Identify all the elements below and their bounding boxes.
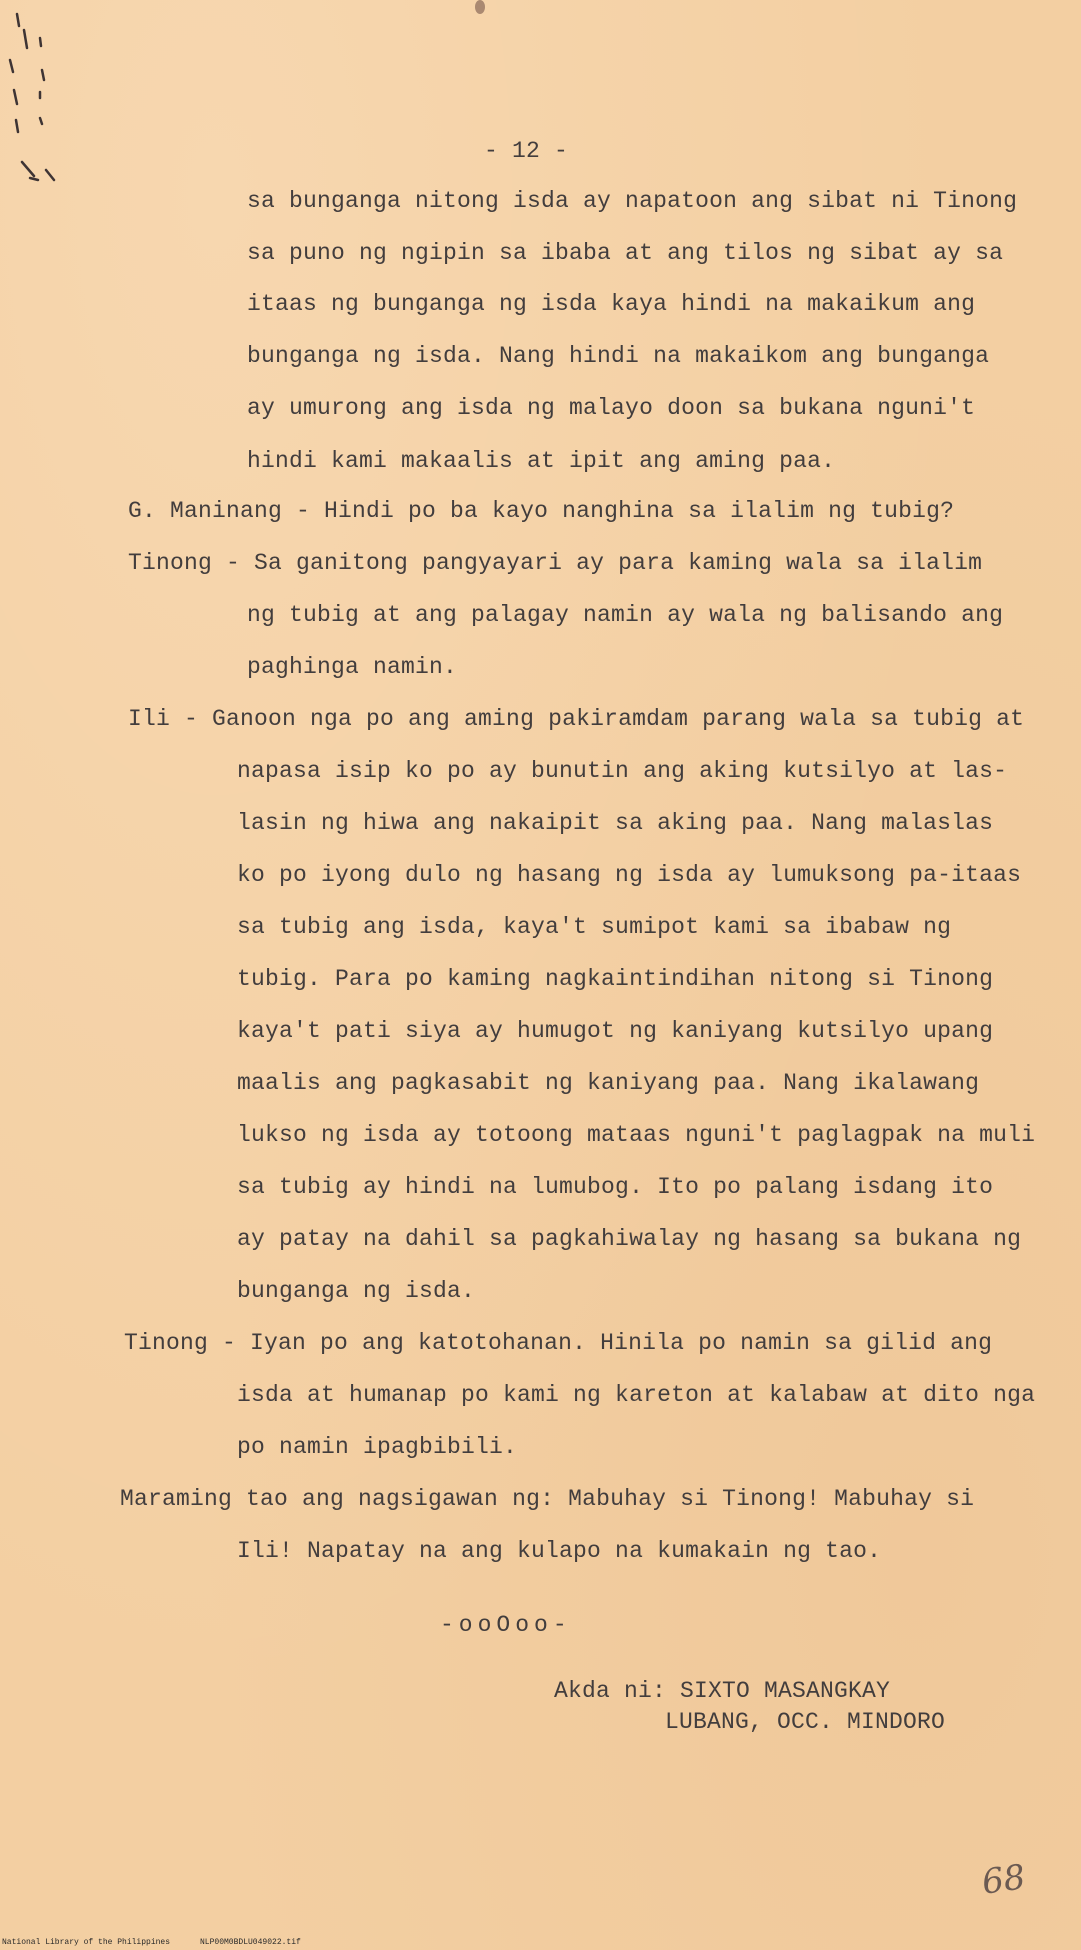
text-line: ay umurong ang isda ng malayo doon sa bukana nguni't xyxy=(247,395,976,421)
author-location: LUBANG, OCC. MINDORO xyxy=(665,1709,946,1735)
text-line: ng tubig at ang palagay namin ay wala ng balisando ang xyxy=(247,602,1004,628)
text-line: lukso ng isda ay totoong mataas nguni't paglagpak na muli xyxy=(237,1122,1036,1148)
footer-file-name: NLP00M0BDLU049022.tif xyxy=(200,1938,301,1947)
text-line: Ili! Napatay na ang kulapo na kumakain ng tao. xyxy=(237,1538,882,1564)
page-number: - 12 - xyxy=(484,138,569,164)
text-line: maalis ang pagkasabit ng kaniyang paa. Nang ikalawang xyxy=(237,1070,980,1096)
author-credit: Akda ni: SIXTO MASANGKAY xyxy=(554,1678,891,1704)
text-line: lasin ng hiwa ang nakaipit sa aking paa. Nang malaslas xyxy=(237,810,994,836)
text-line: G. Maninang - Hindi po ba kayo nanghina sa ilalim ng tubig? xyxy=(128,498,955,524)
text-line: napasa isip ko po ay bunutin ang aking kutsilyo at las- xyxy=(237,758,1008,784)
text-line: bunganga ng isda. Nang hindi na makaikom ang bunganga xyxy=(247,343,990,369)
text-line: po namin ipagbibili. xyxy=(237,1434,518,1460)
handwritten-page-number: 68 xyxy=(979,1857,1028,1903)
text-line: ay patay na dahil sa pagkahiwalay ng hasang sa bukana ng xyxy=(237,1226,1022,1252)
text-line: isda at humanap po kami ng kareton at kalabaw at dito nga xyxy=(237,1382,1036,1408)
text-line: Tinong - Iyan po ang katotohanan. Hinila po namin sa gilid ang xyxy=(124,1330,993,1356)
text-line: Maraming tao ang nagsigawan ng: Mabuhay si Tinong! Mabuhay si xyxy=(120,1486,975,1512)
text-line: sa tubig ang isda, kaya't sumipot kami sa ibabaw ng xyxy=(237,914,952,940)
text-line: tubig. Para po kaming nagkaintindihan nitong si Tinong xyxy=(237,966,994,992)
footer-library-name: National Library of the Philippines xyxy=(2,1938,171,1947)
section-separator: -ooOoo- xyxy=(440,1612,572,1638)
text-line: hindi kami makaalis at ipit ang aming paa. xyxy=(247,448,836,474)
text-line: itaas ng bunganga ng isda kaya hindi na makaikum ang xyxy=(247,291,976,317)
text-line: sa bunganga nitong isda ay napatoon ang sibat ni Tinong xyxy=(247,188,1018,214)
text-line: paghinga namin. xyxy=(247,654,458,680)
margin-marks xyxy=(0,0,80,200)
text-line: sa tubig ay hindi na lumubog. Ito po palang isdang ito xyxy=(237,1174,994,1200)
text-line: Ili - Ganoon nga po ang aming pakiramdam parang wala sa tubig at xyxy=(128,706,1025,732)
ink-spot xyxy=(475,0,485,14)
text-line: bunganga ng isda. xyxy=(237,1278,476,1304)
text-line: kaya't pati siya ay humugot ng kaniyang kutsilyo upang xyxy=(237,1018,994,1044)
text-line: Tinong - Sa ganitong pangyayari ay para kaming wala sa ilalim xyxy=(128,550,983,576)
text-line: sa puno ng ngipin sa ibaba at ang tilos ng sibat ay sa xyxy=(247,240,1004,266)
text-line: ko po iyong dulo ng hasang ng isda ay lumuksong pa-itaas xyxy=(237,862,1022,888)
